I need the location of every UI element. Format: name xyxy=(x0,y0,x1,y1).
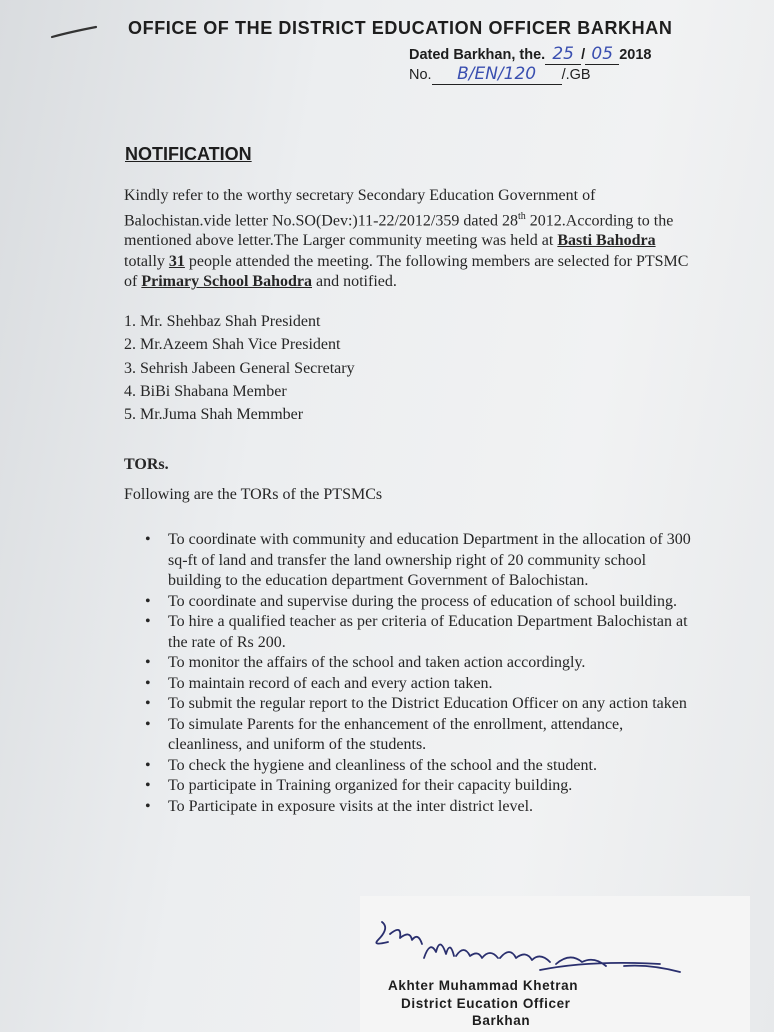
signatory-title: District Eucation Officer xyxy=(401,996,571,1011)
list-item: • To check the hygiene and cleanliness of the school and the student. xyxy=(145,756,693,777)
tors-heading: TORs. xyxy=(124,456,169,473)
school-name: Primary School Bahodra xyxy=(141,273,312,291)
list-item: • To simulate Parents for the enhancement of the enrollment, attendance, cleanliness, and uniform of the students. xyxy=(145,715,693,756)
list-item: 5. Mr.Juma Shah Memmber xyxy=(124,406,304,424)
signatory-place: Barkhan xyxy=(472,1013,531,1028)
number-handwritten: B/EN/120 xyxy=(432,64,562,85)
dated-month: 05 xyxy=(585,44,619,65)
dated-day: 25 xyxy=(545,44,581,65)
pen-mark-icon xyxy=(50,22,100,42)
para-text-2: 2012.According to the mentioned above letter.The Larger community meeting was held at xyxy=(124,211,674,250)
list-item: 3. Sehrish Jabeen General Secretary xyxy=(124,359,355,377)
list-item: • To monitor the affairs of the school and taken action accordingly. xyxy=(145,653,693,674)
number-suffix: /.GB xyxy=(561,67,591,83)
para-text-1: Kindly refer to the worthy secretary Secondary Education Government of Balochistan.vide letter No.SO(Dev:)11-22/2012/359 dated 28 xyxy=(124,187,596,229)
list-item: 4. BiBi Shabana Member xyxy=(124,382,287,400)
list-item: • To hire a qualified teacher as per criteria of Education Department Balochistan at the rate of Rs 200. xyxy=(145,612,693,653)
para-sup: th xyxy=(518,210,526,222)
list-item: • To Participate in exposure visits at the inter district level. xyxy=(145,797,693,818)
para-text-4: people attended the meeting. The following members are selected for PTSMC of xyxy=(124,252,689,291)
dated-line: Dated Barkhan, the. 25 / 05 2018 xyxy=(409,44,652,64)
notification-paragraph xyxy=(124,186,694,293)
notification-heading: NOTIFICATION xyxy=(125,144,252,164)
list-item: • To coordinate with community and education Department in the allocation of 300 sq-ft of land and transfer the land ownership right of 20 community school building to the education department Government of Balochistan. xyxy=(145,530,693,592)
office-title: OFFICE OF THE DISTRICT EDUCATION OFFICER BARKHAN xyxy=(128,18,673,38)
list-item: • To maintain record of each and every action taken. xyxy=(145,674,693,695)
signature-icon xyxy=(360,900,750,990)
para-text-5: and notified. xyxy=(312,273,397,291)
attendee-count: 31 xyxy=(168,252,185,270)
list-item: 1. Mr. Shehbaz Shah President xyxy=(124,313,321,330)
meeting-place: Basti Bahodra xyxy=(557,232,656,250)
dated-year: 2018 xyxy=(619,47,652,63)
dated-prefix: Dated Barkhan, the. xyxy=(409,47,546,63)
number-prefix: No. xyxy=(409,67,432,83)
list-item: • To coordinate and supervise during the process of education of school building. xyxy=(145,592,693,613)
list-item: • To submit the regular report to the District Education Officer on any action taken xyxy=(145,694,693,715)
number-line xyxy=(409,64,591,85)
list-item: 2. Mr.Azeem Shah Vice President xyxy=(124,336,341,354)
para-text-3: totally xyxy=(124,252,169,270)
list-item: • To participate in Training organized for their capacity building. xyxy=(145,776,693,797)
signatory-name: Akhter Muhammad Khetran xyxy=(388,978,579,993)
tors-intro: Following are the TORs of the PTSMCs xyxy=(124,486,383,503)
tors-list xyxy=(145,530,693,817)
member-list xyxy=(124,310,355,426)
